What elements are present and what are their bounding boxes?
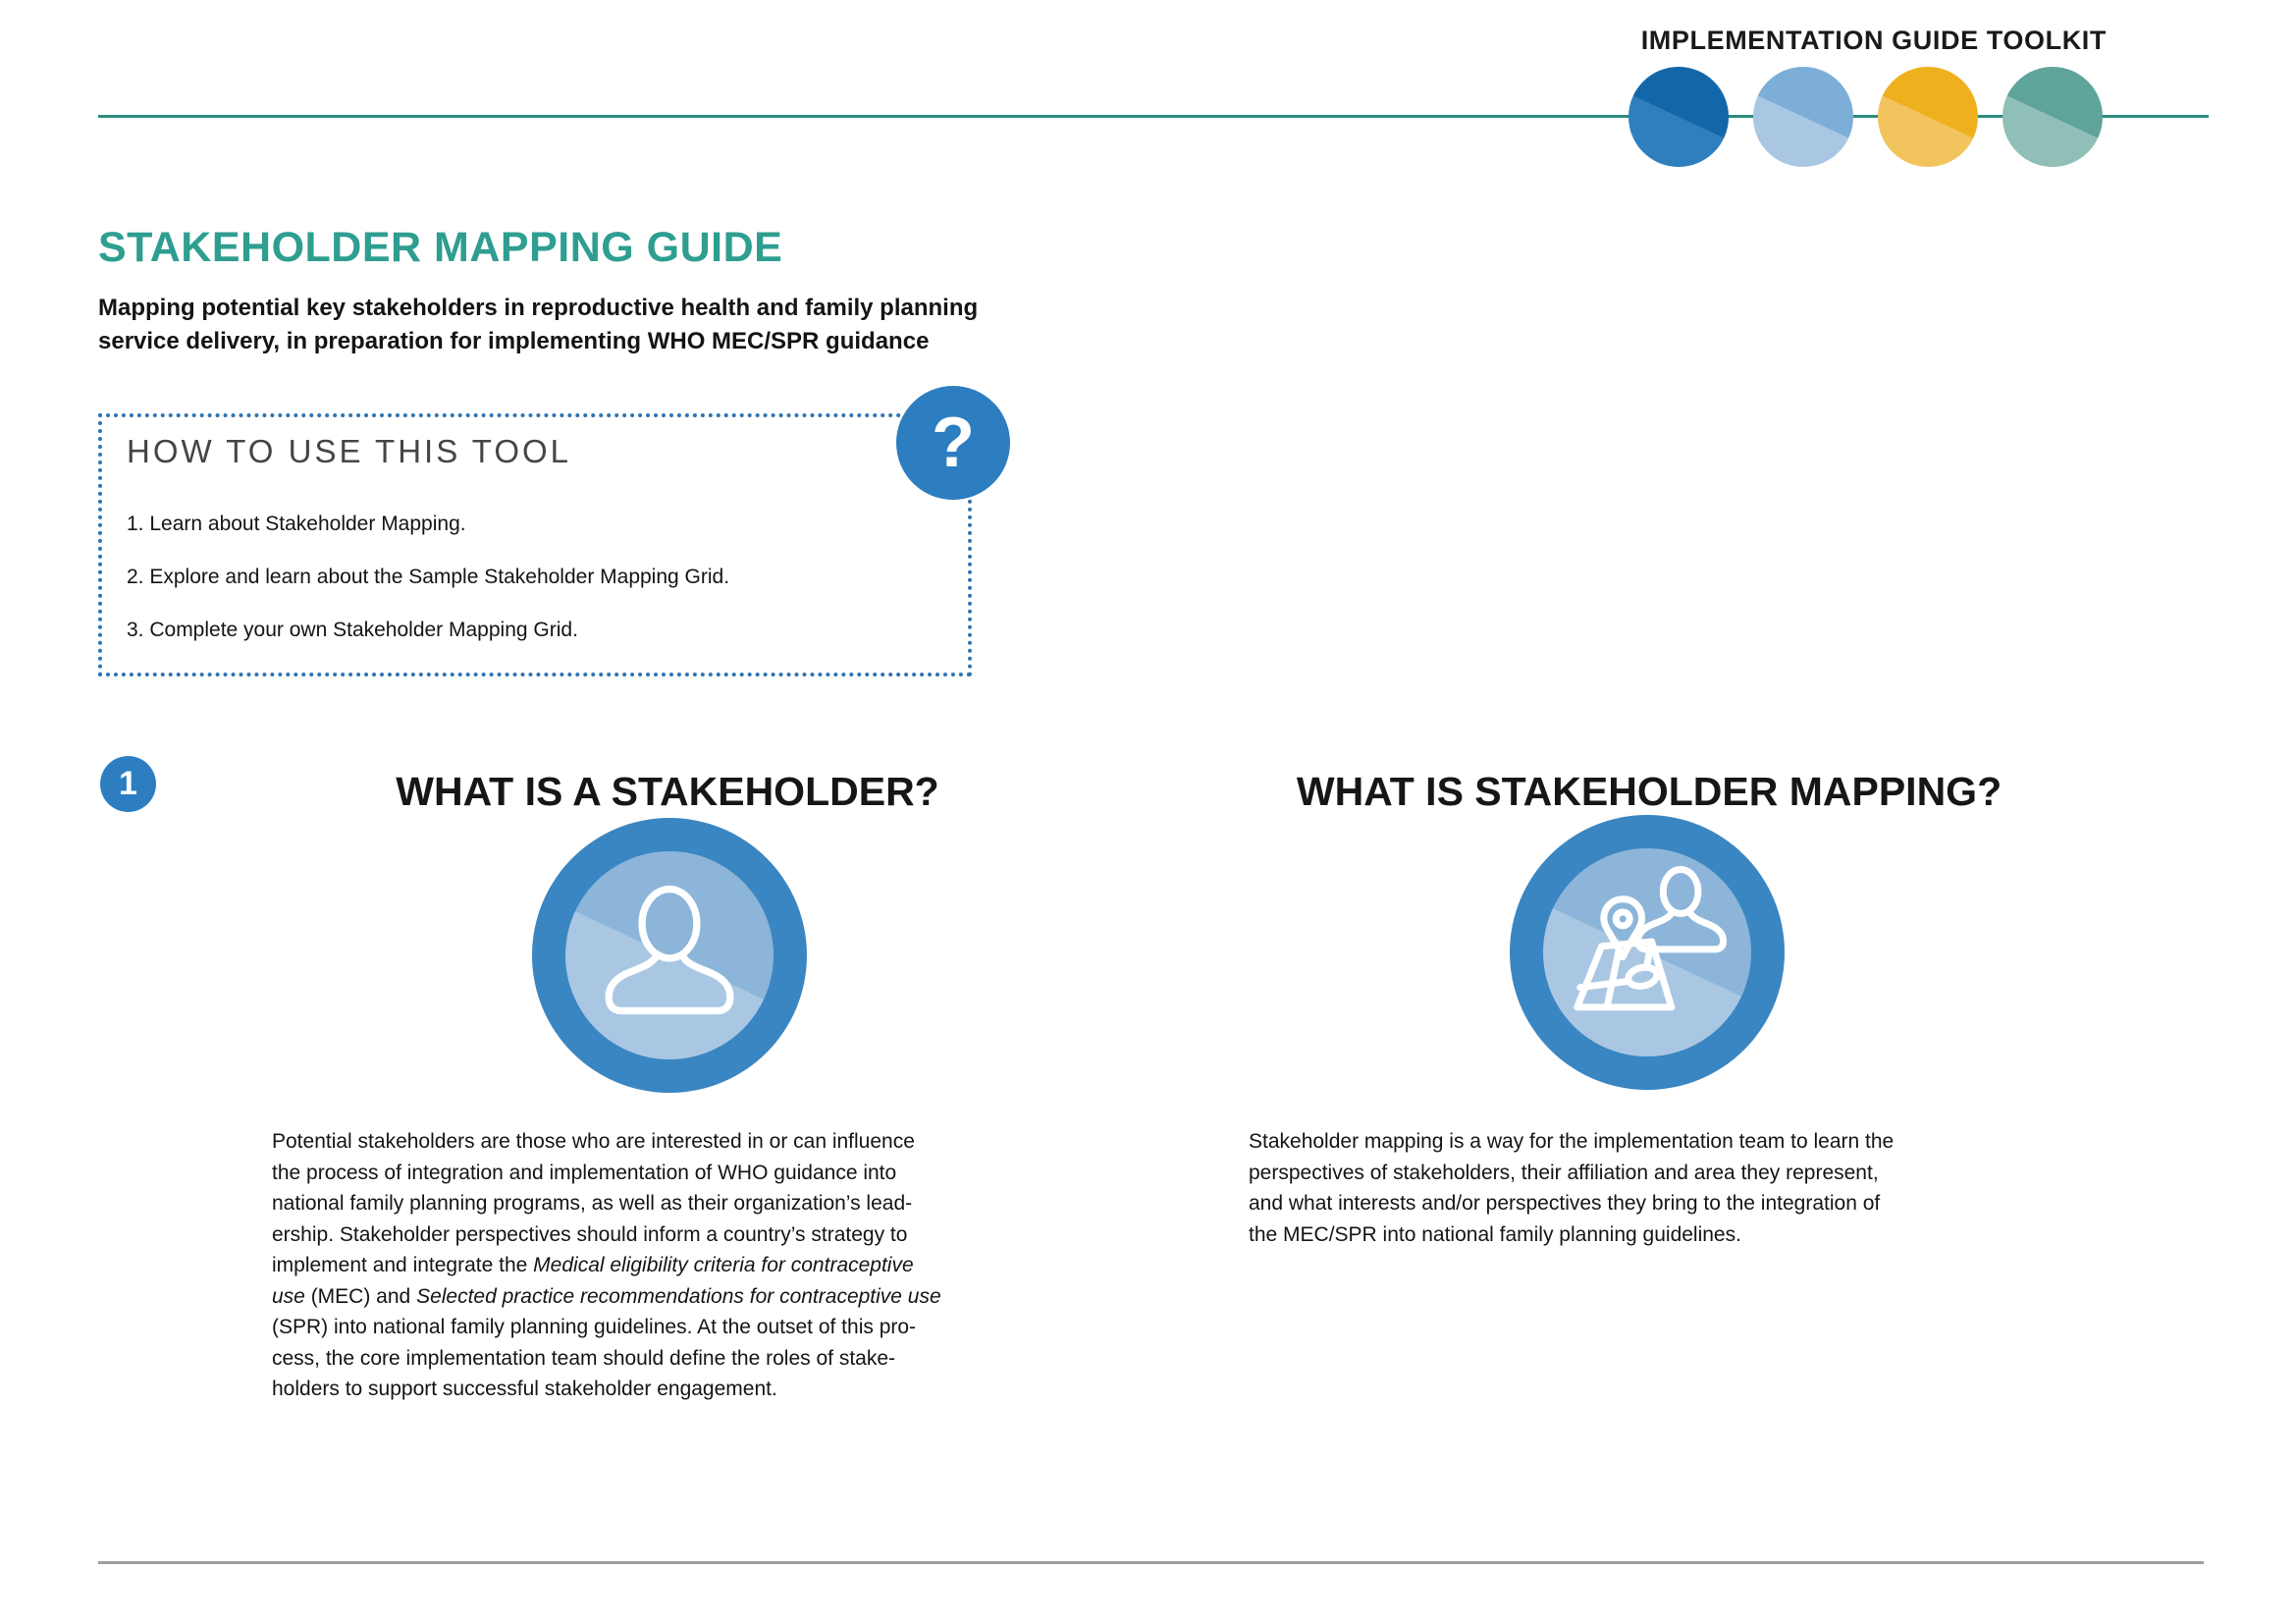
stakeholder-map-icon — [1510, 815, 1785, 1090]
stakeholder-map-glyph — [1556, 861, 1738, 1044]
section-number: 1 — [119, 765, 137, 802]
person-icon-inner — [565, 851, 774, 1059]
toolkit-circle-yellow — [1878, 67, 1978, 167]
how-to-use-list — [127, 512, 729, 671]
section-number-badge — [100, 756, 156, 812]
toolkit-circle-teal — [2002, 67, 2103, 167]
how-to-step-3: 3. Complete your own Stakeholder Mapping Grid. — [127, 619, 578, 641]
stakeholder-mapping-paragraph: Stakeholder mapping is a way for the implementation team to learn the perspectives of stakeholders, their affiliation and area they represent, and what interests and/or perspectives they bring to the integration of the MEC/SPR into national family planning guidelines. — [1249, 1130, 1895, 1246]
how-to-step-2: 2. Explore and learn about the Sample Stakeholder Mapping Grid. — [127, 566, 730, 588]
toolkit-circle-light-blue — [1753, 67, 1853, 167]
how-to-step-1: 1. Learn about Stakeholder Mapping. — [127, 513, 466, 535]
toolkit-header-label: IMPLEMENTATION GUIDE TOOLKIT — [1640, 26, 2107, 55]
how-to-use-box — [98, 413, 972, 677]
question-mark-icon — [896, 386, 1010, 500]
how-to-use-heading: HOW TO USE THIS TOOL — [127, 433, 572, 469]
page-title: STAKEHOLDER MAPPING GUIDE — [98, 224, 783, 271]
person-icon — [532, 818, 807, 1093]
footer-rule-line — [98, 1561, 2204, 1564]
heading-what-is-a-stakeholder: WHAT IS A STAKEHOLDER? — [396, 769, 939, 814]
stakeholder-map-icon-inner — [1543, 848, 1751, 1056]
question-mark-glyph: ? — [932, 404, 975, 482]
page-subtitle: Mapping potential key stakeholders in reproductive health and family planning service delivery, in preparation for implementing WHO MEC/SPR guidance — [98, 295, 979, 354]
heading-what-is-stakeholder-mapping: WHAT IS STAKEHOLDER MAPPING? — [1296, 769, 2002, 814]
toolkit-circle-dark-blue — [1629, 67, 1729, 167]
person-glyph — [583, 869, 756, 1042]
stakeholder-definition-paragraph: Potential stakeholders are those who are interested in or can influence the process of integration and implementation of WHO guidance into national family planning programs, as well as their organization’s lead- ership. Stakeholder perspectives should inform a country’s strategy to implement and integrate the Medical eligibility criteria for contraceptive use (MEC) and Selected practice recommendations for contraceptive use (SPR) into national family planning guidelines. At the outset of this pro- cess, the core implementation team should define the roles of stake- holders to support successful stakeholder engagement. — [272, 1130, 941, 1400]
